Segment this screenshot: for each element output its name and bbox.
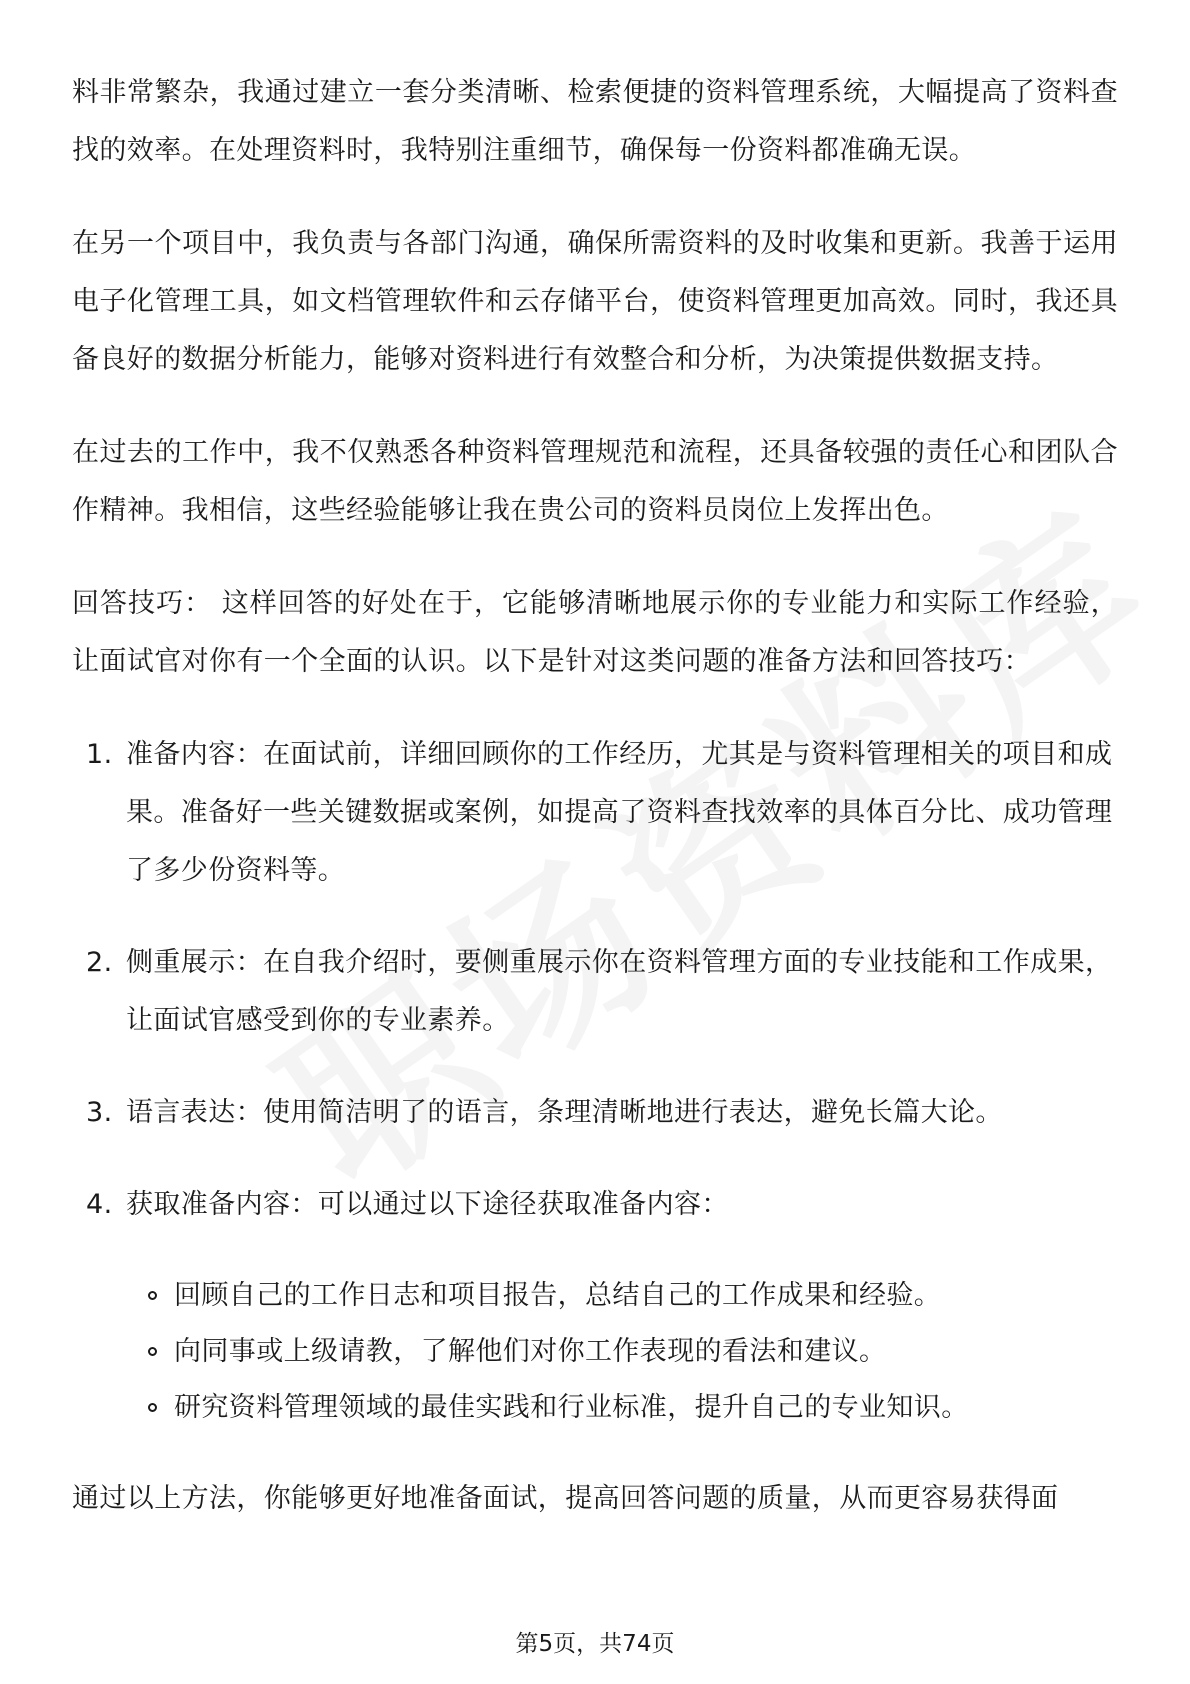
circle-bullet-icon: [148, 1291, 157, 1300]
sub-list-item: [126, 1268, 1118, 1324]
document-body: [72, 64, 1118, 1563]
list-number: 2.: [86, 947, 113, 978]
paragraph-2: 在另一个项目中，我负责与各部门沟通，确保所需资料的及时收集和更新。我善于运用电子化管理工具，如文档管理软件和云存储平台，使资料管理更加高效。同时，我还具备良好的数据分析能力，能够对资料进行有效整合和分析，为决策提供数据支持。: [72, 228, 1118, 375]
steps-list: [72, 726, 1118, 1436]
paragraph-3: 在过去的工作中，我不仅熟悉各种资料管理规范和流程，还具备较强的责任心和团队合作精神。我相信，这些经验能够让我在贵公司的资料员岗位上发挥出色。: [72, 437, 1118, 526]
paragraph-answer-tips: 回答技巧： 这样回答的好处在于，它能够清晰地展示你的专业能力和实际工作经验，让面试官对你有一个全面的认识。以下是针对这类问题的准备方法和回答技巧：: [72, 588, 1118, 677]
list-number: 1.: [86, 739, 113, 770]
list-item: [72, 934, 1118, 1050]
list-item-text: 获取准备内容：可以通过以下途径获取准备内容：: [126, 1189, 729, 1220]
list-number: 4.: [86, 1189, 113, 1220]
sub-list-item-text: 回顾自己的工作日志和项目报告，总结自己的工作成果和经验。: [174, 1280, 942, 1311]
sub-list-item: [126, 1324, 1118, 1380]
list-item-text: 侧重展示：在自我介绍时，要侧重展示你在资料管理方面的专业技能和工作成果，让面试官感受到你的专业素养。: [126, 947, 1113, 1036]
list-item-text: 准备内容：在面试前，详细回顾你的工作经历，尤其是与资料管理相关的项目和成果。准备好一些关键数据或案例，如提高了资料查找效率的具体百分比、成功管理了多少份资料等。: [126, 739, 1113, 886]
sub-list-item: [126, 1380, 1118, 1436]
paragraph-1: 料非常繁杂，我通过建立一套分类清晰、检索便捷的资料管理系统，大幅提高了资料查找的效率。在处理资料时，我特别注重细节，确保每一份资料都准确无误。: [72, 77, 1118, 166]
circle-bullet-icon: [148, 1347, 157, 1356]
circle-bullet-icon: [148, 1403, 157, 1412]
sub-list: [126, 1268, 1118, 1436]
list-item-text: 语言表达：使用简洁明了的语言，条理清晰地进行表达，避免长篇大论。: [126, 1097, 1003, 1128]
list-number: 3.: [86, 1097, 113, 1128]
list-item: [72, 1084, 1118, 1142]
sub-list-item-text: 研究资料管理领域的最佳实践和行业标准，提升自己的专业知识。: [174, 1392, 969, 1423]
sub-list-item-text: 向同事或上级请教，了解他们对你工作表现的看法和建议。: [174, 1336, 887, 1367]
list-item: [72, 1176, 1118, 1436]
page-number-footer: 第5页，共74页: [515, 1631, 675, 1657]
paragraph-closing: 通过以上方法，你能够更好地准备面试，提高回答问题的质量，从而更容易获得面: [72, 1483, 1059, 1514]
list-item: [72, 726, 1118, 900]
